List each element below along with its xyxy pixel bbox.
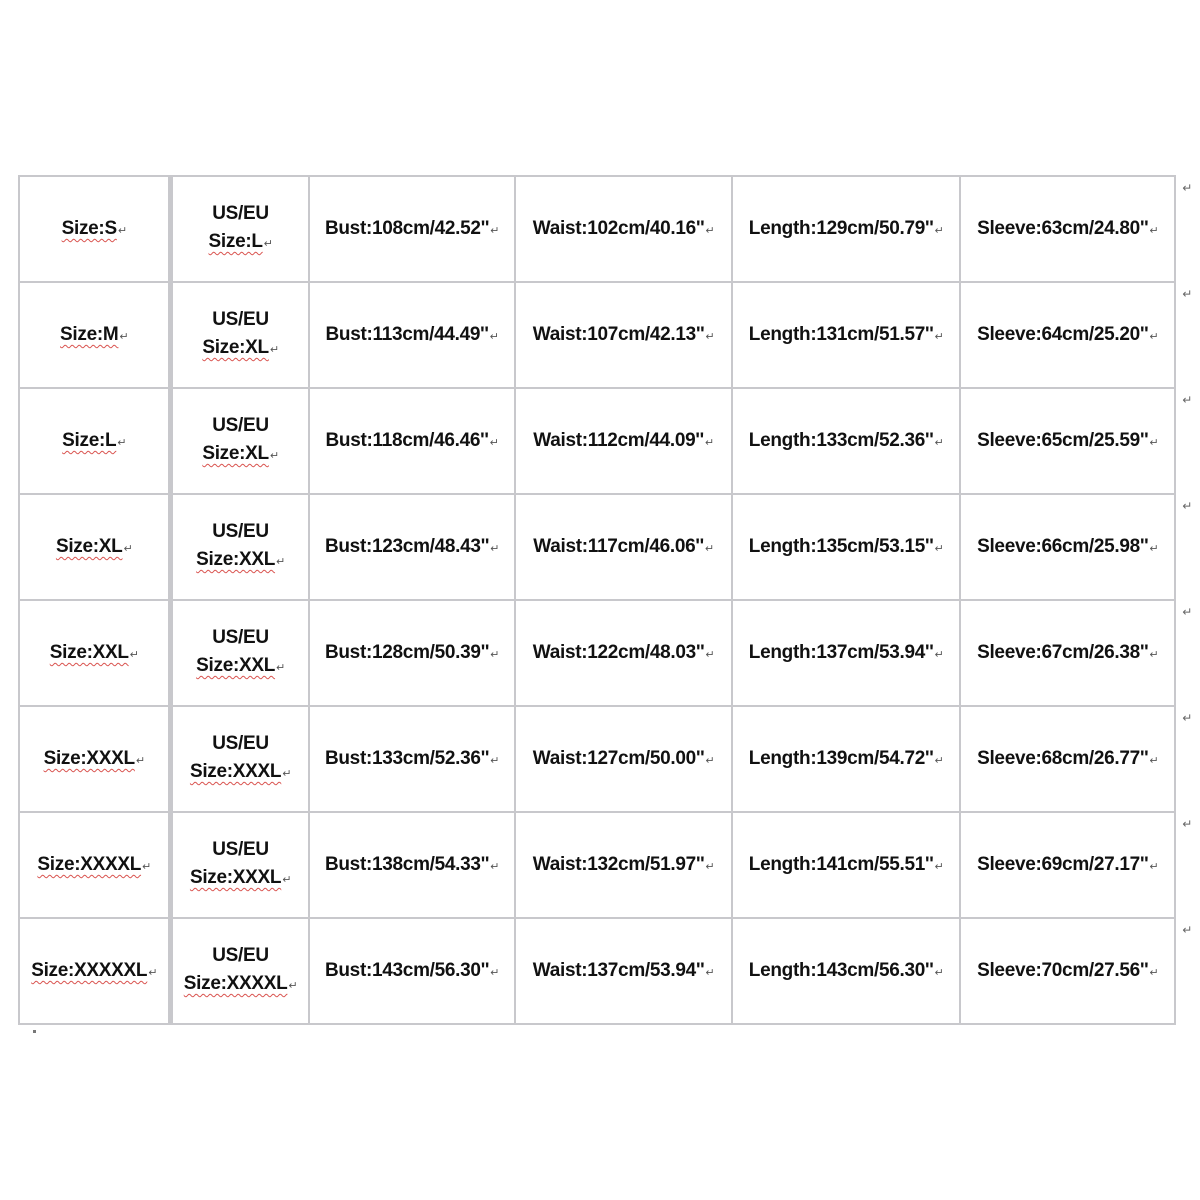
length-cell <box>733 175 962 281</box>
useu-size: Size:XL <box>202 443 269 464</box>
size-cell <box>20 281 170 387</box>
cell-end-mark-icon: ↵ <box>1149 861 1159 873</box>
row-end-mark-icon: ↵ <box>1182 817 1192 831</box>
waist-cell <box>516 599 733 705</box>
length-cell <box>733 599 962 705</box>
useu-size-line <box>173 546 307 576</box>
cell-end-mark-icon: ↵ <box>934 755 944 767</box>
cell-end-mark-icon: ↵ <box>269 450 279 462</box>
cell-end-mark-icon: ↵ <box>1149 967 1159 979</box>
row-end-mark-icon: ↵ <box>1182 393 1192 407</box>
cell-end-mark-icon: ↵ <box>1149 755 1159 767</box>
sleeve-cell <box>961 175 1192 281</box>
useu-size-line <box>173 864 307 894</box>
length-value: Length:141cm/55.51'' <box>748 854 934 875</box>
sleeve-cell <box>961 811 1192 917</box>
sleeve-cell <box>961 493 1192 599</box>
bust-cell <box>310 811 517 917</box>
cell-end-mark-icon: ↵ <box>135 755 145 767</box>
sleeve-value: Sleeve:66cm/25.98'' <box>977 536 1149 557</box>
size-cell <box>20 493 170 599</box>
useu-size: Size:XXL <box>196 549 276 570</box>
cell-end-mark-icon: ↵ <box>934 331 944 343</box>
waist-cell <box>516 281 733 387</box>
length-value: Length:143cm/56.30'' <box>748 960 934 981</box>
useu-cell <box>170 281 309 387</box>
sleeve-cell <box>961 917 1192 1023</box>
bust-cell <box>310 493 517 599</box>
sleeve-cell <box>961 387 1192 493</box>
size-row <box>20 281 1176 387</box>
cell-end-mark-icon: ↵ <box>490 755 500 767</box>
useu-cell <box>170 599 309 705</box>
cell-end-mark-icon: ↵ <box>934 437 944 449</box>
sleeve-value: Sleeve:64cm/25.20'' <box>977 324 1149 345</box>
size-row <box>20 175 1176 281</box>
length-value: Length:137cm/53.94'' <box>748 642 934 663</box>
useu-size-line <box>173 970 307 1000</box>
size-label: Size:L <box>62 430 117 451</box>
size-cell <box>20 387 170 493</box>
size-label: Size:XL <box>55 536 123 557</box>
row-end-mark-icon: ↵ <box>1182 605 1192 619</box>
length-value: Length:129cm/50.79'' <box>748 218 934 239</box>
waist-value: Waist:122cm/48.03'' <box>532 642 705 663</box>
cell-end-mark-icon: ↵ <box>490 543 500 555</box>
waist-value: Waist:112cm/44.09'' <box>533 430 704 451</box>
useu-size-line <box>173 334 307 364</box>
length-value: Length:131cm/51.57'' <box>748 324 934 345</box>
cell-end-mark-icon: ↵ <box>934 649 944 661</box>
cell-end-mark-icon: ↵ <box>934 967 944 979</box>
useu-cell <box>170 175 309 281</box>
size-row <box>20 493 1176 599</box>
useu-size: Size:XL <box>202 337 269 358</box>
size-label: Size:S <box>61 218 117 239</box>
waist-value: Waist:102cm/40.16'' <box>532 218 705 239</box>
cell-end-mark-icon: ↵ <box>1149 649 1159 661</box>
useu-cell <box>170 387 309 493</box>
cell-end-mark-icon: ↵ <box>705 967 715 979</box>
cell-end-mark-icon: ↵ <box>934 543 944 555</box>
cell-end-mark-icon: ↵ <box>129 649 139 661</box>
waist-cell <box>516 917 733 1023</box>
cell-end-mark-icon: ↵ <box>1149 437 1159 449</box>
sleeve-value: Sleeve:68cm/26.77'' <box>977 748 1149 769</box>
size-row <box>20 811 1176 917</box>
stray-mark <box>33 1030 36 1033</box>
useu-cell <box>170 811 309 917</box>
cell-end-mark-icon: ↵ <box>490 861 500 873</box>
useu-cell <box>170 917 309 1023</box>
useu-heading: US/EU <box>212 945 269 966</box>
waist-cell <box>516 493 733 599</box>
length-value: Length:139cm/54.72'' <box>748 748 934 769</box>
useu-heading: US/EU <box>212 733 269 754</box>
size-cell <box>20 599 170 705</box>
cell-end-mark-icon: ↵ <box>148 967 158 979</box>
useu-size-line <box>173 758 307 788</box>
cell-end-mark-icon: ↵ <box>934 861 944 873</box>
cell-end-mark-icon: ↵ <box>276 662 285 674</box>
waist-value: Waist:132cm/51.97'' <box>532 854 705 875</box>
length-value: Length:133cm/52.36'' <box>748 430 934 451</box>
size-label: Size:XXL <box>49 642 129 663</box>
bust-value: Bust:133cm/52.36'' <box>324 748 490 769</box>
sleeve-value: Sleeve:67cm/26.38'' <box>977 642 1149 663</box>
waist-value: Waist:107cm/42.13'' <box>532 324 705 345</box>
size-cell <box>20 175 170 281</box>
bust-value: Bust:138cm/54.33'' <box>324 854 490 875</box>
length-cell <box>733 493 962 599</box>
cell-end-mark-icon: ↵ <box>119 331 129 343</box>
waist-cell <box>516 705 733 811</box>
bust-value: Bust:128cm/50.39'' <box>324 642 490 663</box>
sleeve-value: Sleeve:69cm/27.17'' <box>977 854 1149 875</box>
size-cell <box>20 917 170 1023</box>
bust-cell <box>310 599 517 705</box>
cell-end-mark-icon: ↵ <box>490 649 500 661</box>
waist-value: Waist:117cm/46.06'' <box>533 536 704 557</box>
row-end-mark-icon: ↵ <box>1182 287 1192 301</box>
bust-cell <box>310 705 517 811</box>
cell-end-mark-icon: ↵ <box>1149 331 1159 343</box>
cell-end-mark-icon: ↵ <box>288 980 298 992</box>
cell-end-mark-icon: ↵ <box>705 331 715 343</box>
useu-cell <box>170 705 309 811</box>
useu-size: Size:XXL <box>196 655 276 676</box>
size-label: Size:XXXXXL <box>31 960 148 981</box>
cell-end-mark-icon: ↵ <box>276 556 285 568</box>
sleeve-cell <box>961 705 1192 811</box>
cell-end-mark-icon: ↵ <box>269 344 279 356</box>
bust-value: Bust:108cm/42.52'' <box>324 218 490 239</box>
size-label: Size:M <box>60 324 119 345</box>
cell-end-mark-icon: ↵ <box>263 238 273 250</box>
useu-heading: US/EU <box>212 309 269 330</box>
length-cell <box>733 917 962 1023</box>
cell-end-mark-icon: ↵ <box>282 768 292 780</box>
size-label: Size:XXXXL <box>37 854 142 875</box>
useu-size-line <box>173 440 307 470</box>
waist-cell <box>516 175 733 281</box>
cell-end-mark-icon: ↵ <box>117 225 127 237</box>
size-row <box>20 599 1176 705</box>
bust-value: Bust:123cm/48.43'' <box>324 536 490 557</box>
waist-cell <box>516 387 733 493</box>
useu-cell <box>170 493 309 599</box>
bust-cell <box>310 281 517 387</box>
cell-end-mark-icon: ↵ <box>282 874 292 886</box>
length-cell <box>733 811 962 917</box>
length-cell <box>733 387 962 493</box>
useu-heading: US/EU <box>212 203 269 224</box>
sleeve-cell <box>961 281 1192 387</box>
cell-end-mark-icon: ↵ <box>117 437 127 449</box>
size-chart-table <box>18 175 1192 1025</box>
bust-value: Bust:113cm/44.49'' <box>325 324 489 345</box>
useu-size: Size:XXXXL <box>183 973 288 994</box>
bust-value: Bust:118cm/46.46'' <box>325 430 489 451</box>
size-row <box>20 387 1176 493</box>
cell-end-mark-icon: ↵ <box>934 225 944 237</box>
bust-cell <box>310 175 517 281</box>
cell-end-mark-icon: ↵ <box>705 649 715 661</box>
useu-heading: US/EU <box>212 627 269 648</box>
sleeve-value: Sleeve:65cm/25.59'' <box>977 430 1149 451</box>
sleeve-value: Sleeve:63cm/24.80'' <box>977 218 1149 239</box>
size-cell <box>20 811 170 917</box>
useu-size-line <box>173 228 307 258</box>
cell-end-mark-icon: ↵ <box>490 967 500 979</box>
row-end-mark-icon: ↵ <box>1182 499 1192 513</box>
length-value: Length:135cm/53.15'' <box>748 536 934 557</box>
sleeve-value: Sleeve:70cm/27.56'' <box>977 960 1149 981</box>
row-end-mark-icon: ↵ <box>1182 181 1192 195</box>
cell-end-mark-icon: ↵ <box>1149 543 1159 555</box>
bust-cell <box>310 387 517 493</box>
cell-end-mark-icon: ↵ <box>704 543 714 555</box>
useu-heading: US/EU <box>212 415 269 436</box>
cell-end-mark-icon: ↵ <box>123 543 133 555</box>
cell-end-mark-icon: ↵ <box>705 755 715 767</box>
cell-end-mark-icon: ↵ <box>705 861 715 873</box>
size-label: Size:XXXL <box>43 748 135 769</box>
cell-end-mark-icon: ↵ <box>704 437 714 449</box>
length-cell <box>733 705 962 811</box>
cell-end-mark-icon: ↵ <box>705 225 715 237</box>
useu-size: Size:L <box>208 231 263 252</box>
cell-end-mark-icon: ↵ <box>489 331 499 343</box>
useu-heading: US/EU <box>212 839 269 860</box>
size-chart-body <box>20 175 1192 1023</box>
cell-end-mark-icon: ↵ <box>1149 225 1159 237</box>
row-end-mark-icon: ↵ <box>1182 923 1192 937</box>
cell-end-mark-icon: ↵ <box>489 437 499 449</box>
useu-heading: US/EU <box>212 521 269 542</box>
row-end-mark-icon: ↵ <box>1182 711 1192 725</box>
waist-value: Waist:127cm/50.00'' <box>532 748 705 769</box>
waist-value: Waist:137cm/53.94'' <box>532 960 705 981</box>
bust-value: Bust:143cm/56.30'' <box>324 960 490 981</box>
cell-end-mark-icon: ↵ <box>490 225 500 237</box>
size-row <box>20 705 1176 811</box>
length-cell <box>733 281 962 387</box>
size-row <box>20 917 1176 1023</box>
cell-end-mark-icon: ↵ <box>142 861 151 873</box>
bust-cell <box>310 917 517 1023</box>
useu-size-line <box>173 652 307 682</box>
sleeve-cell <box>961 599 1192 705</box>
useu-size: Size:XXXL <box>189 761 282 782</box>
useu-size: Size:XXXL <box>189 867 282 888</box>
waist-cell <box>516 811 733 917</box>
size-cell <box>20 705 170 811</box>
